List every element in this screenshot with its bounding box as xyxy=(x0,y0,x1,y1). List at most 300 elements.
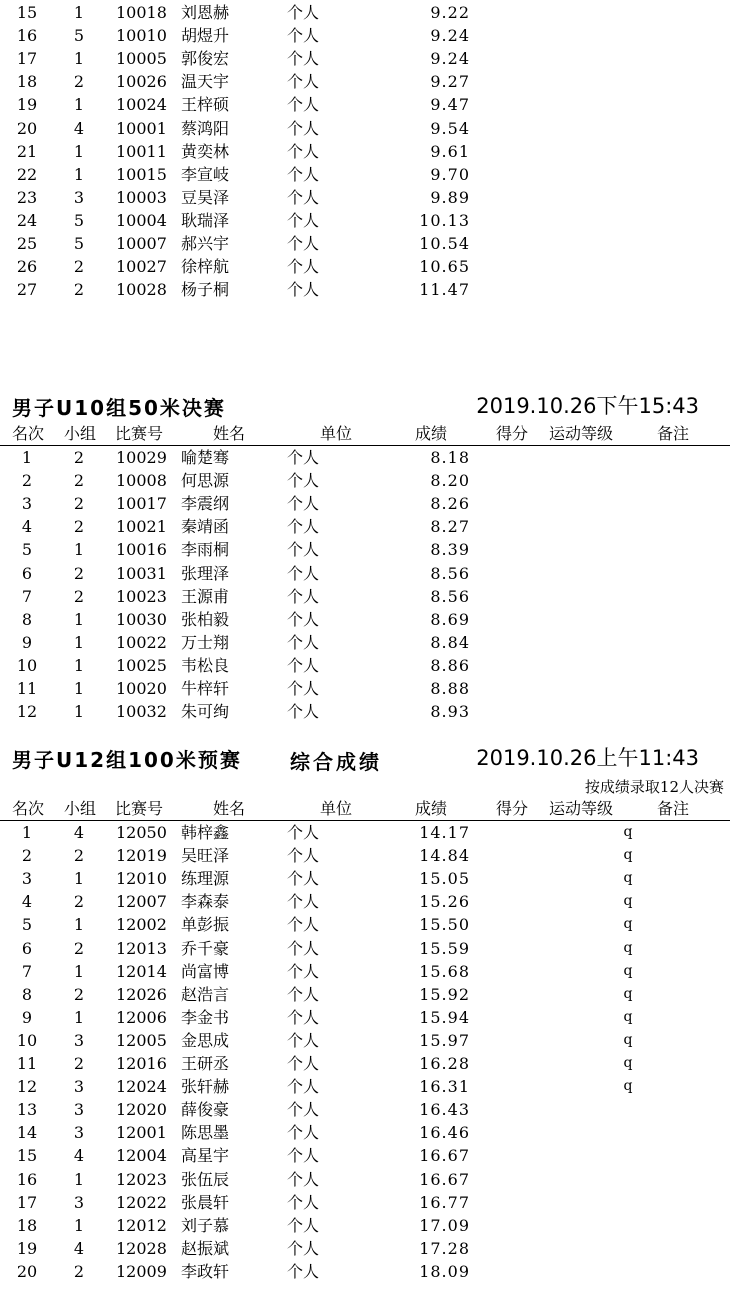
unit-cell: 个人 xyxy=(287,141,320,161)
header-time: 成绩 xyxy=(415,424,448,443)
unit-cell: 个人 xyxy=(287,1054,320,1073)
table-row xyxy=(0,1006,730,1029)
time-cell: 11.47 xyxy=(419,280,470,300)
header-bib: 比赛号 xyxy=(115,799,164,818)
time-cell: 9.22 xyxy=(430,3,470,22)
bib-cell: 12016 xyxy=(116,1054,167,1073)
name-cell: 张晨轩 xyxy=(181,1192,230,1212)
time-cell: 14.17 xyxy=(419,823,470,842)
bib-cell: 12024 xyxy=(116,1077,167,1097)
table-row xyxy=(0,209,730,232)
rank-cell: 21 xyxy=(16,141,38,161)
bib-cell: 10017 xyxy=(116,494,167,514)
unit-cell: 个人 xyxy=(287,26,320,46)
name-cell: 豆昊泽 xyxy=(181,187,230,207)
unit-cell: 个人 xyxy=(287,95,320,115)
group-cell: 2 xyxy=(73,563,85,583)
table-row xyxy=(0,1144,730,1167)
unit-cell: 个人 xyxy=(287,655,320,675)
group-cell: 2 xyxy=(73,517,85,537)
rank-cell: 23 xyxy=(16,187,38,207)
header-group: 小组 xyxy=(64,799,97,818)
unit-cell: 个人 xyxy=(287,164,320,184)
group-cell: 1 xyxy=(73,632,85,652)
name-cell: 赵振斌 xyxy=(181,1238,230,1258)
time-cell: 15.97 xyxy=(419,1030,470,1050)
table-row xyxy=(0,117,730,140)
table-row xyxy=(0,1260,730,1283)
rank-cell: 4 xyxy=(21,892,33,912)
unit-cell: 个人 xyxy=(287,846,320,866)
table-row xyxy=(0,700,730,723)
time-cell: 14.84 xyxy=(419,846,470,866)
table-row xyxy=(0,913,730,936)
unit-cell: 个人 xyxy=(287,517,320,537)
rank-cell: 1 xyxy=(21,823,33,842)
group-cell: 2 xyxy=(73,846,85,866)
rank-cell: 22 xyxy=(16,164,38,184)
time-cell: 16.67 xyxy=(419,1146,470,1166)
name-cell: 王研丞 xyxy=(181,1054,230,1073)
bib-cell: 12019 xyxy=(116,846,167,866)
bib-cell: 12022 xyxy=(116,1192,167,1212)
group-cell: 4 xyxy=(73,1146,85,1166)
group-cell: 3 xyxy=(73,1123,85,1143)
header-rank: 名次 xyxy=(12,799,45,818)
rank-cell: 3 xyxy=(21,869,33,889)
rank-cell: 18 xyxy=(16,72,38,92)
bib-cell: 10026 xyxy=(116,72,167,92)
time-cell: 8.20 xyxy=(430,471,470,491)
bib-cell: 12014 xyxy=(116,961,167,981)
table-row xyxy=(0,960,730,983)
time-cell: 15.59 xyxy=(419,938,470,958)
time-cell: 15.26 xyxy=(419,892,470,912)
rank-cell: 15 xyxy=(16,1146,38,1166)
table-row xyxy=(0,1191,730,1214)
bib-cell: 10031 xyxy=(116,563,167,583)
name-cell: 耿瑞泽 xyxy=(181,210,230,230)
unit-cell: 个人 xyxy=(287,892,320,912)
time-cell: 16.28 xyxy=(419,1054,470,1073)
unit-cell: 个人 xyxy=(287,609,320,629)
name-cell: 王梓硕 xyxy=(181,95,230,115)
time-cell: 8.18 xyxy=(430,448,470,467)
bib-cell: 12028 xyxy=(116,1238,167,1258)
group-cell: 1 xyxy=(73,609,85,629)
bib-cell: 12002 xyxy=(116,915,167,935)
group-cell: 1 xyxy=(73,1007,85,1027)
qualified-mark: q xyxy=(623,916,633,933)
group-cell: 1 xyxy=(73,679,85,698)
unit-cell: 个人 xyxy=(287,72,320,92)
unit-cell: 个人 xyxy=(287,961,320,981)
table-row xyxy=(0,983,730,1006)
time-cell: 15.92 xyxy=(419,984,470,1004)
time-cell: 8.39 xyxy=(430,540,470,560)
rank-cell: 11 xyxy=(16,679,38,698)
table-row xyxy=(0,562,730,585)
rank-cell: 2 xyxy=(21,471,33,491)
table-row xyxy=(0,1029,730,1052)
time-cell: 8.27 xyxy=(430,517,470,537)
unit-cell: 个人 xyxy=(287,915,320,935)
bib-cell: 10015 xyxy=(116,164,167,184)
unit-cell: 个人 xyxy=(287,1077,320,1097)
header-score: 得分 xyxy=(496,799,529,818)
group-cell: 2 xyxy=(73,257,85,277)
rank-cell: 20 xyxy=(16,118,38,138)
time-cell: 10.65 xyxy=(419,257,470,277)
qualified-mark: q xyxy=(623,1055,633,1071)
header-unit: 单位 xyxy=(320,799,353,818)
unit-cell: 个人 xyxy=(287,679,320,698)
rank-cell: 6 xyxy=(21,938,33,958)
time-cell: 9.24 xyxy=(430,49,470,69)
name-cell: 练理源 xyxy=(181,869,230,889)
time-cell: 17.09 xyxy=(419,1215,470,1235)
unit-cell: 个人 xyxy=(287,632,320,652)
name-cell: 黄奕林 xyxy=(181,141,230,161)
name-cell: 李震纲 xyxy=(181,494,230,514)
bib-cell: 12026 xyxy=(116,984,167,1004)
header-name: 姓名 xyxy=(213,424,246,443)
name-cell: 何思源 xyxy=(181,471,230,491)
group-cell: 2 xyxy=(73,494,85,514)
name-cell: 单彭振 xyxy=(181,915,230,935)
header-name: 姓名 xyxy=(213,799,246,818)
event-subtitle: 综合成绩 xyxy=(290,750,382,774)
unit-cell: 个人 xyxy=(287,494,320,514)
table-row xyxy=(0,1098,730,1121)
bib-cell: 10016 xyxy=(116,540,167,560)
bib-cell: 10018 xyxy=(116,3,167,22)
unit-cell: 个人 xyxy=(287,1215,320,1235)
name-cell: 朱可绚 xyxy=(181,702,230,722)
table-row xyxy=(0,232,730,255)
bib-cell: 12012 xyxy=(116,1215,167,1235)
unit-cell: 个人 xyxy=(287,563,320,583)
table-header xyxy=(0,423,730,446)
rank-cell: 4 xyxy=(21,517,33,537)
name-cell: 喻楚骞 xyxy=(181,448,230,467)
name-cell: 蔡鸿阳 xyxy=(181,118,230,138)
name-cell: 李金书 xyxy=(181,1007,230,1027)
name-cell: 万士翔 xyxy=(181,632,230,652)
unit-cell: 个人 xyxy=(287,938,320,958)
rank-cell: 12 xyxy=(16,702,38,722)
unit-cell: 个人 xyxy=(287,586,320,606)
group-cell: 3 xyxy=(73,1100,85,1120)
header-note: 备注 xyxy=(657,799,690,818)
header-level: 运动等级 xyxy=(549,799,614,818)
rank-cell: 9 xyxy=(21,1007,33,1027)
group-cell: 1 xyxy=(73,141,85,161)
header-bib: 比赛号 xyxy=(115,424,164,443)
time-cell: 8.84 xyxy=(430,632,470,652)
rank-cell: 1 xyxy=(21,448,33,467)
bib-cell: 12009 xyxy=(116,1261,167,1281)
bib-cell: 10030 xyxy=(116,609,167,629)
group-cell: 2 xyxy=(73,984,85,1004)
group-cell: 2 xyxy=(73,448,85,467)
name-cell: 杨子桐 xyxy=(181,280,230,300)
rank-cell: 19 xyxy=(16,1238,38,1258)
name-cell: 陈思墨 xyxy=(181,1123,230,1143)
rank-cell: 13 xyxy=(16,1100,38,1120)
time-cell: 18.09 xyxy=(419,1261,470,1281)
qualified-mark: q xyxy=(623,893,633,910)
name-cell: 牛梓轩 xyxy=(181,679,230,698)
bib-cell: 12023 xyxy=(116,1169,167,1189)
time-cell: 10.13 xyxy=(419,210,470,230)
table-row xyxy=(0,186,730,209)
name-cell: 张理泽 xyxy=(181,563,230,583)
unit-cell: 个人 xyxy=(287,257,320,277)
table-row xyxy=(0,47,730,70)
rank-cell: 17 xyxy=(16,49,38,69)
bib-cell: 10022 xyxy=(116,632,167,652)
time-cell: 9.89 xyxy=(430,187,470,207)
qualified-mark: q xyxy=(623,939,633,956)
bib-cell: 10011 xyxy=(116,141,167,161)
rank-cell: 17 xyxy=(16,1192,38,1212)
header-group: 小组 xyxy=(64,424,97,443)
name-cell: 金思成 xyxy=(181,1030,230,1050)
group-cell: 1 xyxy=(73,164,85,184)
time-cell: 17.28 xyxy=(419,1238,470,1258)
name-cell: 薛俊豪 xyxy=(181,1100,230,1120)
bib-cell: 12010 xyxy=(116,869,167,889)
time-cell: 8.86 xyxy=(430,655,470,675)
bib-cell: 12050 xyxy=(116,823,167,842)
group-cell: 1 xyxy=(73,3,85,22)
time-cell: 10.54 xyxy=(419,234,470,253)
qualified-mark: q xyxy=(623,824,633,840)
table-row xyxy=(0,70,730,93)
table-row xyxy=(0,469,730,492)
unit-cell: 个人 xyxy=(287,540,320,560)
rank-cell: 12 xyxy=(16,1077,38,1097)
unit-cell: 个人 xyxy=(287,869,320,889)
name-cell: 郝兴宇 xyxy=(181,234,230,253)
unit-cell: 个人 xyxy=(287,49,320,69)
table-row xyxy=(0,278,730,301)
table-row xyxy=(0,937,730,960)
rank-cell: 16 xyxy=(16,26,38,46)
time-cell: 16.77 xyxy=(419,1192,470,1212)
event-title: 男子U12组100米预赛 xyxy=(12,748,242,772)
group-cell: 3 xyxy=(73,1077,85,1097)
table-row xyxy=(0,93,730,116)
time-cell: 16.31 xyxy=(419,1077,470,1097)
table-row xyxy=(0,867,730,890)
qualified-mark: q xyxy=(623,1078,633,1095)
group-cell: 4 xyxy=(73,823,85,842)
bib-cell: 10005 xyxy=(116,49,167,69)
time-cell: 16.67 xyxy=(419,1169,470,1189)
rank-cell: 10 xyxy=(16,655,38,675)
time-cell: 9.27 xyxy=(430,72,470,92)
time-cell: 15.50 xyxy=(419,915,470,935)
bib-cell: 12020 xyxy=(116,1100,167,1120)
rank-cell: 24 xyxy=(16,210,38,230)
name-cell: 刘恩赫 xyxy=(181,3,230,22)
rank-cell: 9 xyxy=(21,632,33,652)
header-level: 运动等级 xyxy=(549,424,614,443)
rank-cell: 20 xyxy=(16,1261,38,1281)
qualified-mark: q xyxy=(623,985,633,1002)
table-row xyxy=(0,163,730,186)
group-cell: 5 xyxy=(73,210,85,230)
group-cell: 4 xyxy=(73,118,85,138)
unit-cell: 个人 xyxy=(287,1123,320,1143)
table-row xyxy=(0,446,730,469)
time-cell: 9.54 xyxy=(430,118,470,138)
table-row xyxy=(0,654,730,677)
group-cell: 3 xyxy=(73,1192,85,1212)
header-score: 得分 xyxy=(496,424,529,443)
table-row xyxy=(0,821,730,844)
qualified-mark: q xyxy=(623,870,633,887)
name-cell: 张柏毅 xyxy=(181,609,230,629)
unit-cell: 个人 xyxy=(287,280,320,300)
time-cell: 8.88 xyxy=(430,679,470,698)
bib-cell: 10027 xyxy=(116,257,167,277)
bib-cell: 10029 xyxy=(116,448,167,467)
unit-cell: 个人 xyxy=(287,823,320,842)
group-cell: 1 xyxy=(73,655,85,675)
name-cell: 温天宇 xyxy=(181,72,230,92)
unit-cell: 个人 xyxy=(287,702,320,722)
unit-cell: 个人 xyxy=(287,1192,320,1212)
group-cell: 1 xyxy=(73,702,85,722)
bib-cell: 10007 xyxy=(116,234,167,253)
time-cell: 9.24 xyxy=(430,26,470,46)
bib-cell: 10001 xyxy=(116,118,167,138)
table-row xyxy=(0,538,730,561)
bib-cell: 12013 xyxy=(116,938,167,958)
unit-cell: 个人 xyxy=(287,1146,320,1166)
table-row xyxy=(0,631,730,654)
unit-cell: 个人 xyxy=(287,471,320,491)
table-row xyxy=(0,844,730,867)
rank-cell: 25 xyxy=(16,234,38,253)
header-unit: 单位 xyxy=(320,424,353,443)
event-datetime: 2019.10.26下午15:43 xyxy=(476,394,699,418)
name-cell: 刘子慕 xyxy=(181,1215,230,1235)
name-cell: 吴旺泽 xyxy=(181,846,230,866)
group-cell: 2 xyxy=(73,1054,85,1073)
rank-cell: 5 xyxy=(21,915,33,935)
name-cell: 李雨桐 xyxy=(181,540,230,560)
bib-cell: 10010 xyxy=(116,26,167,46)
time-cell: 15.05 xyxy=(419,869,470,889)
table-row xyxy=(0,890,730,913)
group-cell: 3 xyxy=(73,1030,85,1050)
bib-cell: 10020 xyxy=(116,679,167,698)
name-cell: 赵浩言 xyxy=(181,984,230,1004)
qualification-note: 按成绩录取12人决赛 xyxy=(584,778,724,796)
rank-cell: 7 xyxy=(21,586,33,606)
group-cell: 1 xyxy=(73,1215,85,1235)
group-cell: 2 xyxy=(73,280,85,300)
name-cell: 李森泰 xyxy=(181,892,230,912)
bib-cell: 12007 xyxy=(116,892,167,912)
group-cell: 1 xyxy=(73,915,85,935)
bib-cell: 10004 xyxy=(116,210,167,230)
rank-cell: 10 xyxy=(16,1030,38,1050)
unit-cell: 个人 xyxy=(287,448,320,467)
bib-cell: 12006 xyxy=(116,1007,167,1027)
unit-cell: 个人 xyxy=(287,234,320,253)
rank-cell: 15 xyxy=(16,3,38,22)
unit-cell: 个人 xyxy=(287,3,320,22)
table-row xyxy=(0,515,730,538)
unit-cell: 个人 xyxy=(287,1007,320,1027)
rank-cell: 27 xyxy=(16,280,38,300)
rank-cell: 6 xyxy=(21,563,33,583)
name-cell: 张伍辰 xyxy=(181,1169,230,1189)
rank-cell: 8 xyxy=(21,609,33,629)
group-cell: 2 xyxy=(73,586,85,606)
name-cell: 高星宇 xyxy=(181,1146,230,1166)
header-time: 成绩 xyxy=(415,799,448,818)
table-row xyxy=(0,677,730,700)
name-cell: 胡煜升 xyxy=(181,26,230,46)
table-row xyxy=(0,1121,730,1144)
time-cell: 8.26 xyxy=(430,494,470,514)
event-datetime: 2019.10.26上午11:43 xyxy=(476,746,699,770)
bib-cell: 12005 xyxy=(116,1030,167,1050)
rank-cell: 11 xyxy=(16,1054,38,1073)
bib-cell: 10008 xyxy=(116,471,167,491)
group-cell: 1 xyxy=(73,1169,85,1189)
group-cell: 1 xyxy=(73,540,85,560)
group-cell: 5 xyxy=(73,234,85,253)
unit-cell: 个人 xyxy=(287,187,320,207)
rank-cell: 14 xyxy=(16,1123,38,1143)
bib-cell: 10024 xyxy=(116,95,167,115)
bib-cell: 10023 xyxy=(116,586,167,606)
time-cell: 8.93 xyxy=(430,702,470,722)
name-cell: 乔千豪 xyxy=(181,938,230,958)
name-cell: 王源甫 xyxy=(181,586,230,606)
table-row xyxy=(0,24,730,47)
rank-cell: 18 xyxy=(16,1215,38,1235)
group-cell: 5 xyxy=(73,26,85,46)
table-row xyxy=(0,140,730,163)
bib-cell: 10028 xyxy=(116,280,167,300)
time-cell: 9.61 xyxy=(430,141,470,161)
rank-cell: 26 xyxy=(16,257,38,277)
unit-cell: 个人 xyxy=(287,1100,320,1120)
bib-cell: 10003 xyxy=(116,187,167,207)
header-note: 备注 xyxy=(657,424,690,443)
time-cell: 15.94 xyxy=(419,1007,470,1027)
group-cell: 2 xyxy=(73,938,85,958)
qualified-mark: q xyxy=(623,962,633,979)
name-cell: 韩梓鑫 xyxy=(181,823,230,842)
name-cell: 郭俊宏 xyxy=(181,49,230,69)
time-cell: 8.56 xyxy=(430,586,470,606)
table-row xyxy=(0,608,730,631)
name-cell: 韦松良 xyxy=(181,655,230,675)
qualified-mark: q xyxy=(623,1008,633,1025)
unit-cell: 个人 xyxy=(287,1261,320,1281)
rank-cell: 7 xyxy=(21,961,33,981)
group-cell: 1 xyxy=(73,95,85,115)
